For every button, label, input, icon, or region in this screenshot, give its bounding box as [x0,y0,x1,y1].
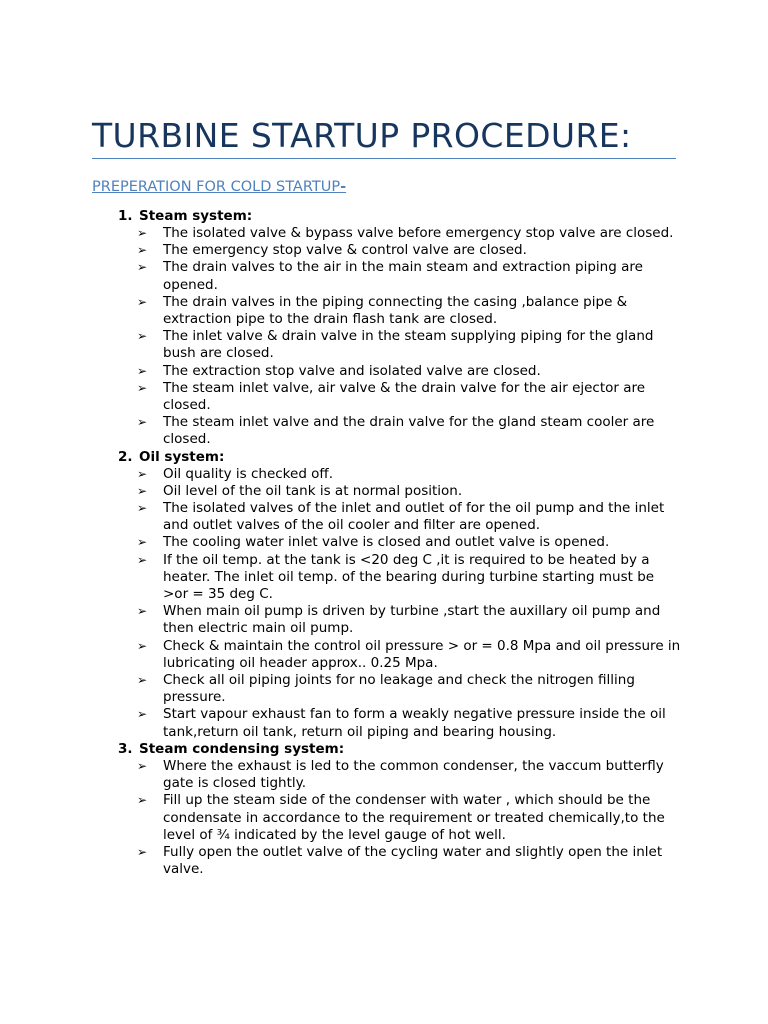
bullet-item [0,792,683,844]
section-title: Steam system: [139,208,253,224]
bullet-text: The steam inlet valve and the drain valve for the gland steam cooler are closed. [163,414,659,448]
procedure-section [0,449,768,741]
bullet-text: The emergency stop valve & control valve are closed. [163,242,527,259]
procedure-section [0,208,768,449]
arrow-bullet-icon: ➢ [137,466,148,481]
arrow-bullet-icon: ➢ [137,758,148,773]
bullet-item [0,294,683,328]
bullet-text: The isolated valve & bypass valve before emergency stop valve are closed. [163,225,674,241]
arrow-bullet-icon: ➢ [137,483,148,498]
arrow-bullet-icon: ➢ [137,673,148,688]
bullet-item [0,672,683,706]
procedure-sections [0,208,768,878]
bullet-item [0,534,683,551]
bullet-text: Fully open the outlet valve of the cycling water and slightly open the inlet valve. [163,843,667,878]
bullet-item [0,844,683,878]
bullet-list [0,466,768,741]
bullet-item [0,466,683,483]
arrow-bullet-icon: ➢ [137,329,148,344]
section-heading [92,178,346,196]
section-heading-dash: - [340,179,347,195]
bullet-text: If the oil temp. at the tank is <20 deg C ,it is required to be heated by a heater. The inlet oil temp. of the bearing during turbine starting must be >or = 35 deg C. [163,551,706,603]
arrow-bullet-icon: ➢ [137,226,148,240]
bullet-text: Where the exhaust is led to the common condenser, the vaccum butterfly gate is closed tightly. [163,757,668,792]
section-title: Oil system: [139,448,225,465]
bullet-item [0,551,706,604]
arrow-bullet-icon: ➢ [137,638,148,653]
arrow-bullet-icon: ➢ [137,501,148,516]
bullet-item [0,500,683,534]
arrow-bullet-icon: ➢ [137,552,148,567]
procedure-section [0,741,768,878]
bullet-text: The drain valves to the air in the main steam and extraction piping are opened. [163,259,648,293]
bullet-text: Check & maintain the control oil pressure > or = 0.8 Mpa and oil pressure in lubricating oil header approx.. 0.25 Mpa. [163,637,685,671]
bullet-item [0,363,683,380]
bullet-text: Oil level of the oil tank is at normal position. [163,482,463,499]
section-heading-text: PREPERATION FOR COLD STARTUP [92,179,341,195]
section-title: Steam condensing system: [139,740,345,757]
bullet-item [0,706,683,740]
bullet-item [0,758,683,792]
arrow-bullet-icon: ➢ [137,380,148,395]
bullet-text: Start vapour exhaust fan to form a weakly negative pressure inside the oil tank,return oil tank, return oil piping and bearing housing. [163,706,671,740]
bullet-item [0,328,683,362]
bullet-item [0,242,683,259]
bullet-item [0,603,683,637]
title-underline [92,158,676,159]
bullet-text: The drain valves in the piping connecting the casing ,balance pipe & extraction pipe to the drain flash tank are closed. [163,293,632,328]
arrow-bullet-icon: ➢ [137,844,148,859]
bullet-text: The extraction stop valve and isolated valve are closed. [163,362,541,379]
page-title: TURBINE STARTUP PROCEDURE: [92,116,632,155]
bullet-text: The steam inlet valve, air valve & the drain valve for the air ejector are closed. [163,379,650,414]
section-number: 1. [118,208,133,224]
bullet-text: When main oil pump is driven by turbine ,start the auxillary oil pump and then electric main oil pump. [163,603,665,637]
arrow-bullet-icon: ➢ [137,363,148,378]
section-number: 2. [118,448,133,465]
bullet-text: Check all oil piping joints for no leakage and check the nitrogen filling pressure. [163,672,640,706]
section-number: 3. [118,740,133,757]
section-header [0,741,768,758]
arrow-bullet-icon: ➢ [137,707,148,722]
bullet-item [0,483,683,500]
bullet-item [0,638,683,672]
bullet-item [0,259,683,293]
bullet-item [0,380,683,414]
bullet-text: The inlet valve & drain valve in the steam supplying piping for the gland bush are closed. [163,328,658,362]
arrow-bullet-icon: ➢ [137,260,148,275]
bullet-text: Oil quality is checked off. [163,465,334,482]
bullet-text: The cooling water inlet valve is closed and outlet valve is opened. [163,534,610,551]
arrow-bullet-icon: ➢ [137,793,148,808]
section-header [0,208,768,225]
bullet-list [0,758,768,878]
arrow-bullet-icon: ➢ [137,535,148,550]
arrow-bullet-icon: ➢ [137,294,148,309]
bullet-text: Fill up the steam side of the condenser with water , which should be the condensate in accordance to the requirement or treated chemically,to the level of ¾ indicated by the level gauge of hot well. [163,792,670,843]
bullet-list [0,225,768,449]
section-header [0,449,768,466]
bullet-item [0,414,683,448]
arrow-bullet-icon: ➢ [137,604,148,619]
arrow-bullet-icon: ➢ [137,243,148,258]
bullet-text: The isolated valves of the inlet and outlet of for the oil pump and the inlet and outlet valves of the oil cooler and filter are opened. [163,500,669,534]
bullet-item [0,225,683,242]
arrow-bullet-icon: ➢ [137,415,148,430]
